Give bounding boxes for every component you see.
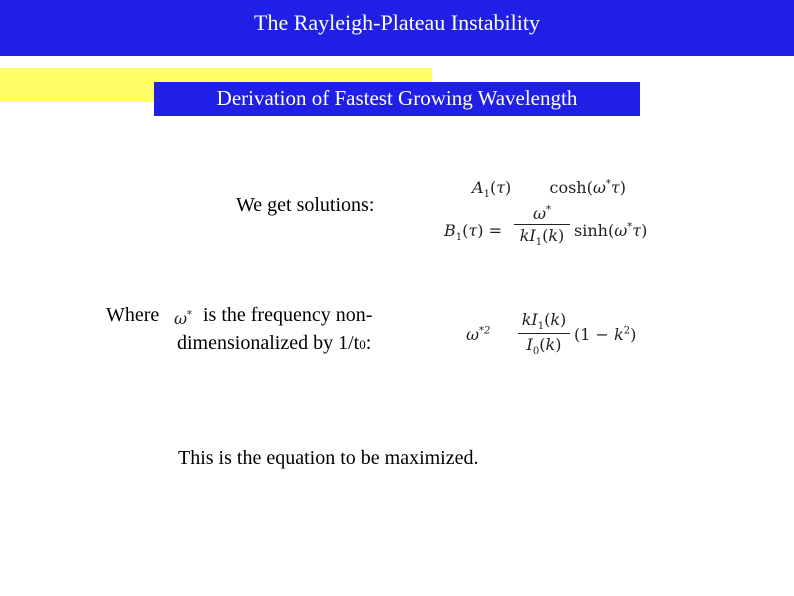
where-description-text: dimensionalized by 1/t <box>177 332 360 354</box>
equation-dispersion-factor: $(1 - k^2)$ <box>574 325 637 344</box>
where-label: Where <box>106 304 160 326</box>
equation-b1-rhs: sinh(ω*τ) <box>574 221 648 240</box>
solutions-label: We get solutions: <box>236 194 375 216</box>
omega-star-symbol: ω* <box>174 309 193 328</box>
where-description-line2 <box>177 332 371 355</box>
conclusion-text: This is the equation to be maximized. <box>178 447 479 469</box>
slide-title: The Rayleigh-Plateau Instability <box>254 10 540 35</box>
equation-dispersion-fraction: $\frac{kI_1(k)}{I_0(k)}$ <box>518 310 570 357</box>
where-description-line1: is the frequency non- <box>203 304 373 326</box>
subtitle-box <box>154 82 640 116</box>
title-bar <box>0 0 794 56</box>
slide-subtitle: Derivation of Fastest Growing Wavelength <box>216 86 578 110</box>
equation-b1-lhs: $B_1(\tau)$ = <box>444 221 502 244</box>
equation-omega-squared: $\omega^{*2}$ <box>466 325 491 344</box>
equation-b1-fraction: $\frac{\omega^*}{kI_1(k)}$ <box>514 204 570 248</box>
where-description-colon: : <box>365 332 372 354</box>
where-description-subscript: 0 <box>359 337 366 352</box>
equation-a1: $A_1(\tau)$ cosh(ω*τ) <box>472 178 626 201</box>
